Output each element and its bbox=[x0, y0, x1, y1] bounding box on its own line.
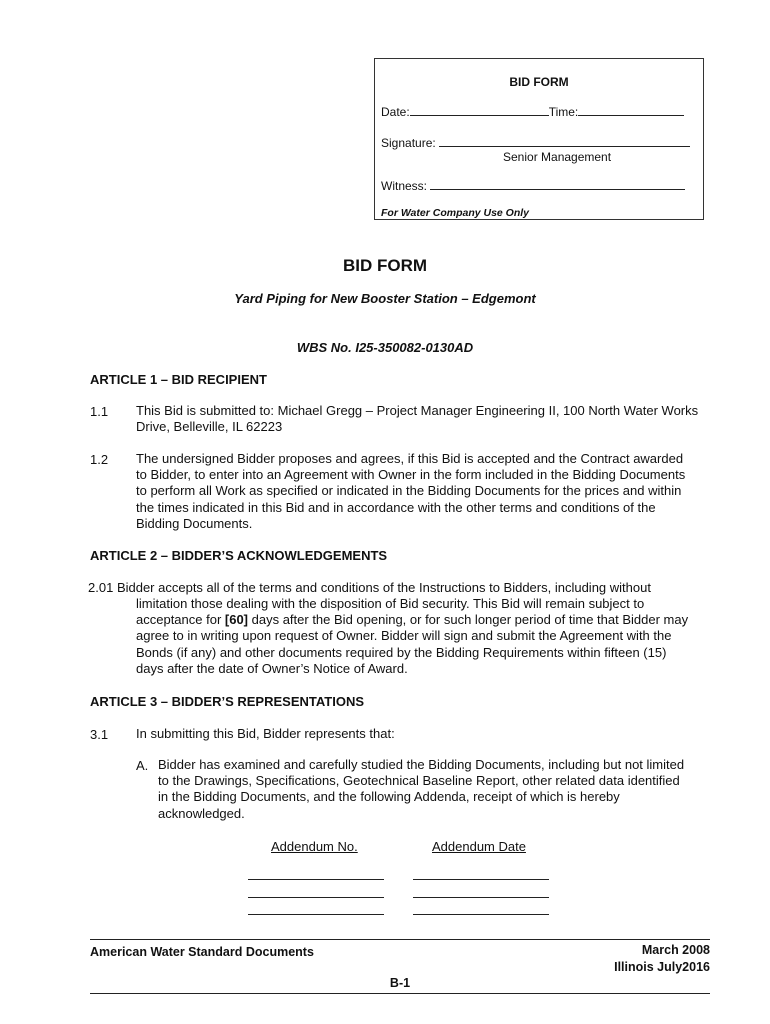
footer-date-2: Illinois July2016 bbox=[614, 960, 710, 974]
office-use-box bbox=[374, 58, 704, 220]
days-value: [60] bbox=[224, 612, 249, 628]
article2-heading: ARTICLE 2 – BIDDER’S ACKNOWLEDGEMENTS bbox=[90, 548, 388, 563]
signature-label: Signature: bbox=[381, 136, 436, 150]
text-line: limitation those dealing with the disposition of Bid security. This Bid will remain subject to bbox=[136, 596, 645, 611]
page-title: BID FORM bbox=[342, 256, 428, 275]
article3-heading: ARTICLE 3 – BIDDER’S REPRESENTATIONS bbox=[90, 694, 364, 709]
footer-date-1: March 2008 bbox=[641, 943, 710, 957]
signature-field[interactable] bbox=[439, 135, 690, 147]
text-line: Bonds (if any) and other documents required by the Bidding Requirements within fifteen (15) bbox=[136, 644, 667, 660]
text-line: Bidding Documents. bbox=[136, 515, 253, 531]
time-field[interactable] bbox=[578, 104, 684, 116]
date-label: Date: bbox=[381, 105, 410, 119]
wbs-number: WBS No. I25-350082-0130AD bbox=[296, 340, 474, 355]
footer-left: American Water Standard Documents bbox=[90, 945, 314, 959]
addendum-date-field[interactable] bbox=[413, 879, 549, 880]
date-time-row bbox=[381, 104, 684, 119]
text-line: agree to in writing upon request of Owner. Bidder will sign and submit the Agreement with the bbox=[136, 628, 672, 644]
witness-row bbox=[381, 178, 685, 193]
witness-field[interactable] bbox=[430, 178, 685, 190]
item-2-01-number: 2.01 bbox=[88, 580, 114, 595]
text-line: Bidder accepts all of the terms and conditions of the Instructions to Bidders, including without bbox=[116, 580, 651, 595]
text-line: This Bid is submitted to: Michael Gregg – Project Manager Engineering II, 100 North Water Works bbox=[136, 403, 699, 418]
text-line: days after the date of Owner’s Notice of Award. bbox=[136, 660, 408, 676]
text-line: the times indicated in this Bid and in accordance with the other terms and conditions of the bbox=[136, 499, 656, 515]
text-line: to Bidder, to enter into an Agreement with Owner in the form included in the Bidding Documents bbox=[136, 467, 686, 483]
box-footer: For Water Company Use Only bbox=[381, 207, 530, 219]
item-3-1-number: 3.1 bbox=[90, 727, 109, 742]
time-label: Time: bbox=[548, 105, 579, 119]
signature-caption: Senior Management bbox=[503, 150, 612, 164]
item-2-01-first-line bbox=[88, 580, 710, 596]
footer-bottom-rule bbox=[90, 993, 710, 994]
text-line: to perform all Work as specified or indicated in the Bidding Documents for the prices and within bbox=[136, 483, 682, 499]
item-1-2-text bbox=[136, 451, 710, 532]
addendum-no-field[interactable] bbox=[248, 914, 384, 915]
footer-top-rule bbox=[90, 939, 710, 940]
addendum-no-field[interactable] bbox=[248, 879, 384, 880]
article1-heading: ARTICLE 1 – BID RECIPIENT bbox=[90, 372, 267, 387]
text-line: The undersigned Bidder proposes and agrees, if this Bid is accepted and the Contract awarded bbox=[136, 451, 684, 466]
item-1-2-number: 1.2 bbox=[90, 452, 109, 467]
addendum-no-field[interactable] bbox=[248, 897, 384, 898]
page-number: B-1 bbox=[389, 976, 411, 990]
project-subtitle: Yard Piping for New Booster Station – Edgemont bbox=[234, 291, 536, 306]
item-a-text bbox=[158, 757, 710, 822]
signature-row bbox=[381, 135, 690, 150]
item-1-1-text bbox=[136, 403, 710, 435]
text-line: Bidder has examined and carefully studied the Bidding Documents, including but not limited bbox=[158, 757, 685, 772]
addendum-date-header: Addendum Date bbox=[432, 839, 526, 854]
witness-label: Witness: bbox=[381, 179, 428, 193]
text-line: Drive, Belleville, IL 62223 bbox=[136, 419, 283, 435]
addendum-date-field[interactable] bbox=[413, 897, 549, 898]
text-line: acknowledged. bbox=[158, 805, 245, 821]
item-2-01-text bbox=[136, 596, 710, 677]
item-a-label: A. bbox=[136, 758, 149, 773]
item-3-1-intro: In submitting this Bid, Bidder represents that: bbox=[136, 726, 395, 741]
addendum-date-field[interactable] bbox=[413, 914, 549, 915]
addendum-no-header: Addendum No. bbox=[271, 839, 358, 854]
text-line: in the Bidding Documents, and the following Addenda, receipt of which is hereby bbox=[158, 789, 620, 805]
text-line: acceptance for [60] days after the Bid opening, or for such longer period of time that Bidder may bbox=[136, 612, 689, 628]
date-field[interactable] bbox=[410, 104, 549, 116]
box-title: BID FORM bbox=[509, 75, 569, 89]
item-1-1-number: 1.1 bbox=[90, 404, 109, 419]
text-line: to the Drawings, Specifications, Geotechnical Baseline Report, other related data identified bbox=[158, 773, 680, 789]
